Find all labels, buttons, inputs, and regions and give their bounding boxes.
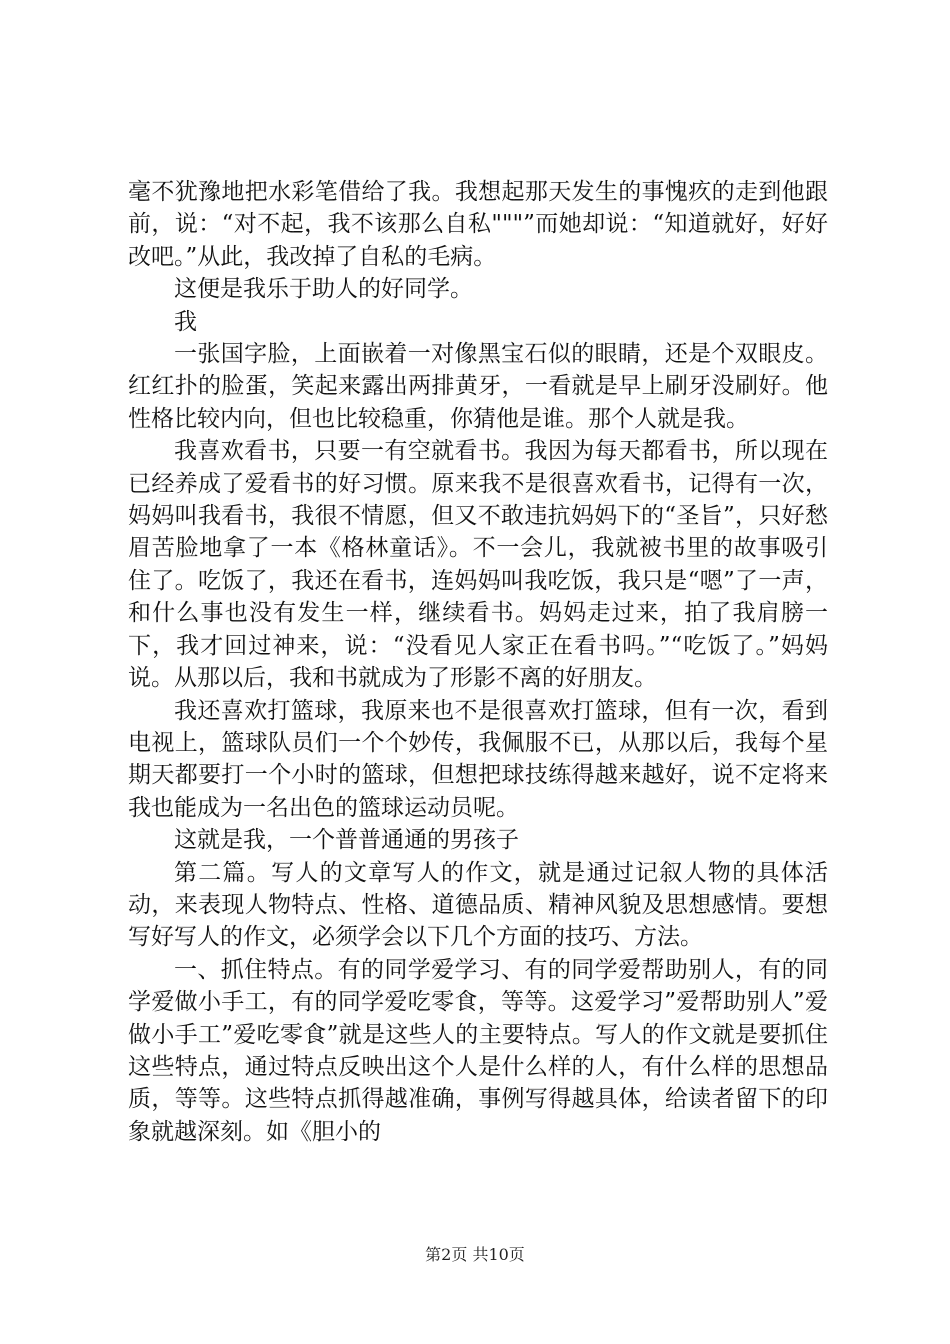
- page-footer: 第2页 共10页: [425, 1245, 525, 1264]
- paragraph-5: 我喜欢看书，只要一有空就看书。我因为每天都看书，所以现在已经养成了爱看书的好习惯。原来我不是很喜欢看书，记得有一次，妈妈叫我看书，我很不情愿，但又不敢违抗妈妈下的“圣旨”，只好愁眉苦脸地拿了一本《格林童话》。不一会儿，我就被书里的故事吸引住了。吃饭了，我还在看书，连妈妈叫我吃饭，我只是“嗯”了一声，和什么事也没有发生一样，继续看书。妈妈走过来，拍了我肩膀一下，我才回过神来，说：“没看见人家正在看书吗。”“吃饭了。”妈妈说。从那以后，我和书就成为了形影不离的好朋友。: [128, 438, 828, 692]
- paragraph-8: 第二篇。写人的文章写人的作文，就是通过记叙人物的具体活动，来表现人物特点、性格、道德品质、精神风貌及思想感情。要想写好写人的作文，必须学会以下几个方面的技巧、方法。: [128, 859, 828, 951]
- paragraph-1: 毫不犹豫地把水彩笔借给了我。我想起那天发生的事愧疚的走到他跟前，说：“对不起，我不该那么自私"""”而她却说：“知道就好，好好改吧。”从此，我改掉了自私的毛病。: [128, 179, 828, 270]
- paragraph-2: 这便是我乐于助人的好同学。: [174, 276, 473, 303]
- paragraph-9: 一、抓住特点。有的同学爱学习、有的同学爱帮助别人，有的同学爱做小手工，有的同学爱吃零食，等等。这爱学习”爱帮助别人”爱做小手工”爱吃零食”就是这些人的主要特点。写人的作文就是要抓住这些特点，通过特点反映出这个人是什么样的人，有什么样的思想品质，等等。这些特点抓得越准确，事例写得越具体，给读者留下的印象就越深刻。如《胆小的: [128, 956, 828, 1145]
- body-text: [128, 176, 828, 1148]
- paragraph-3-heading: 我: [174, 308, 197, 335]
- paragraph-6: 我还喜欢打篮球，我原来也不是很喜欢打篮球，但有一次，看到电视上，篮球队员们一个个妙传，我佩服不已，从那以后，我每个星期天都要打一个小时的篮球，但想把球技练得越来越好，说不定将来我也能成为一名出色的篮球运动员呢。: [128, 697, 828, 821]
- paragraph-4: 一张国字脸，上面嵌着一对像黑宝石似的眼睛，还是个双眼皮。红红扑的脸蛋，笑起来露出两排黄牙，一看就是早上刷牙没刷好。他性格比较内向，但也比较稳重，你猜他是谁。那个人就是我。: [128, 341, 828, 432]
- paragraph-7: 这就是我，一个普普通通的男孩子: [174, 827, 519, 854]
